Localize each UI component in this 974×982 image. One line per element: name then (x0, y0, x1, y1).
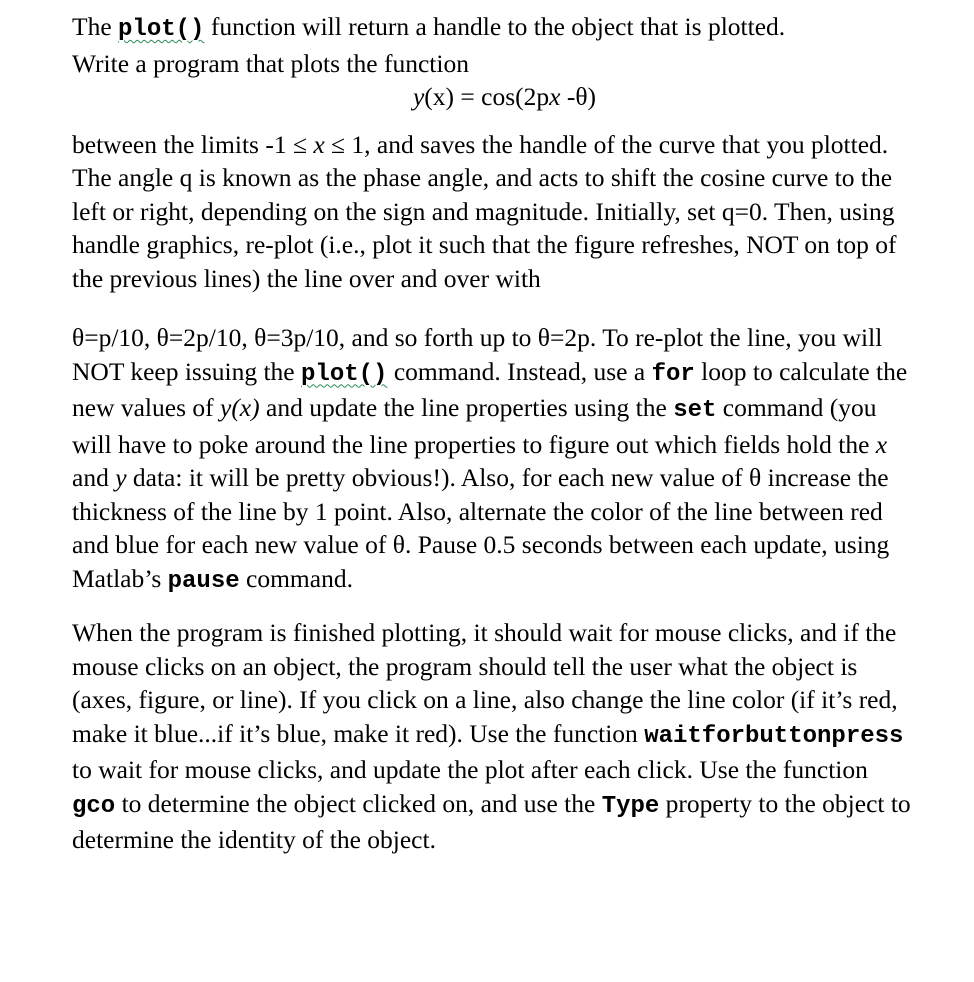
paragraph-intro: The plot() function will return a handle to the object that is plotted. Write a program that plots the function (72, 12, 786, 78)
paragraph-mouse-clicks: When the program is finished plotting, it should wait for mouse clicks, and if the mouse clicks on an object, the program should tell the user what the object is (axes, figure, or line). If you click on a line, also change the line color (if it’s red, make it blue...if it’s blue, make it red). Use the function waitforbuttonpress to wait for mouse clicks, and update the plot after each click. Use the function gco to determine the object clicked on, and use the Type property to the object to determine the identity of the object. (72, 618, 911, 854)
code-plot-2: plot() (301, 360, 388, 388)
code-set: set (673, 397, 717, 424)
code-plot: plot() (118, 16, 205, 43)
equation: y(x) = cos(2px -θ) (412, 82, 597, 111)
document-body (72, 10, 917, 857)
paragraph-limits: between the limits -1 ≤ x ≤ 1, and saves the handle of the curve that you plotted. The angle q is known as the phase angle, and acts to shift the cosine curve to the left or right, depending on the sign and magnitude. Initially, set q=0. Then, using handle graphics, re-plot (i.e., plot it such that the figure refreshes, NOT on top of the previous lines) the line over and over with (72, 129, 897, 293)
code-gco: gco (72, 792, 116, 820)
code-pause: pause (167, 567, 240, 595)
code-type: Type (601, 792, 660, 820)
code-waitforbuttonpress: waitforbuttonpress (644, 722, 904, 750)
code-for: for (651, 360, 695, 388)
paragraph-replot: θ=p/10, θ=2p/10, θ=3p/10, and so forth up to θ=2p. To re-plot the line, you will NOT keep issuing the plot() command. Instead, use a for loop to calculate the new values of y(x) and update the line properties using the set command (you will have to poke around the line properties to figure out which fields hold the x and y data: it will be pretty obvious!). Also, for each new value of θ increase the thickness of the line by 1 point. Also, alternate the color of the line between red and blue for each new value of θ. Pause 0.5 seconds between each update, using Matlab’s pause command. (72, 323, 908, 595)
